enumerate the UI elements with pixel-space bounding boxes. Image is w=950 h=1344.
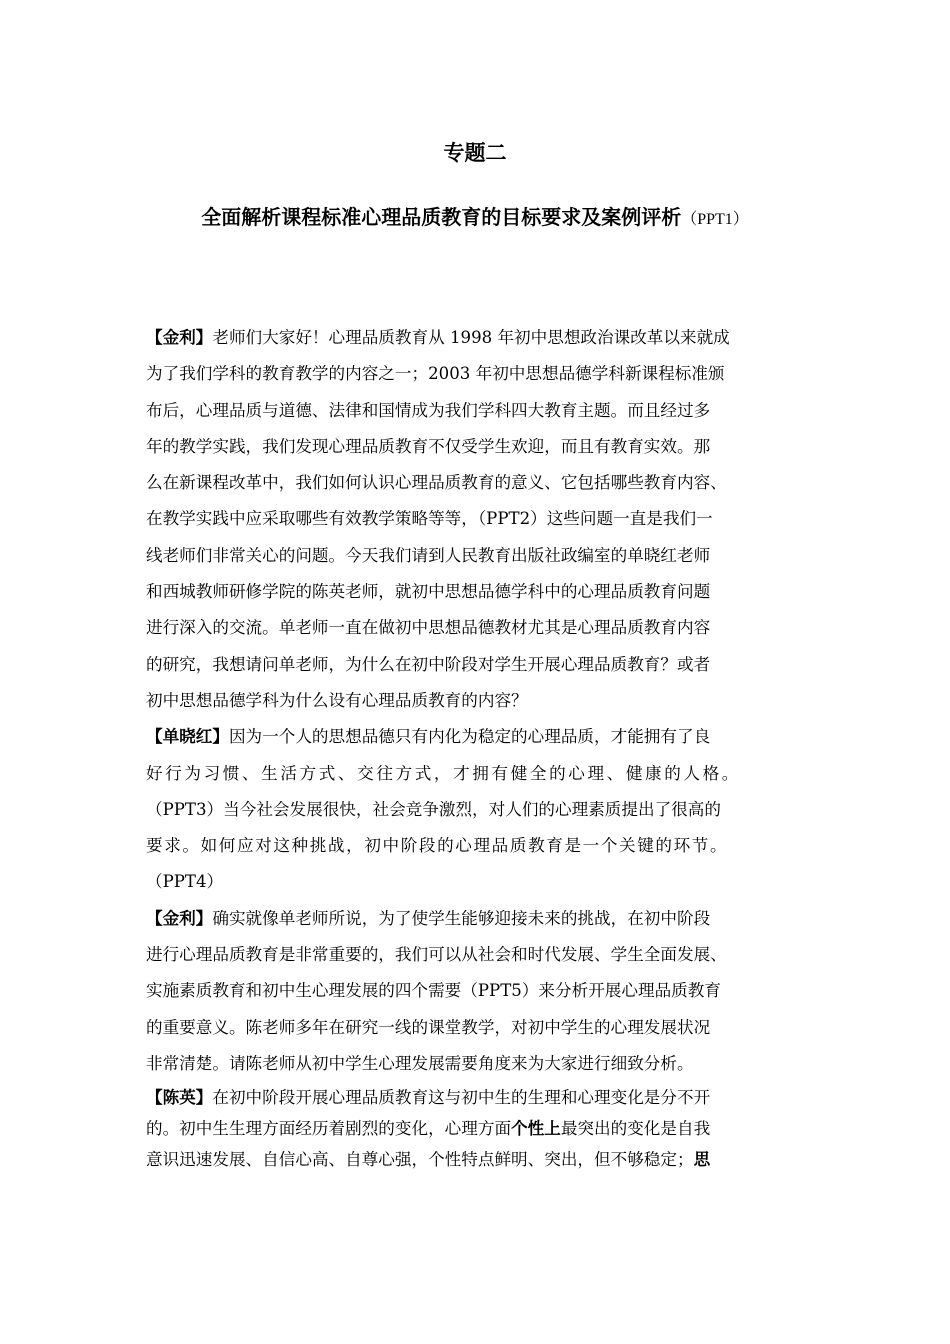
paragraph-line: 初中思想品德学科为什么设有心理品质教育的内容？ (146, 690, 528, 710)
paragraph-line: 【金利】老师们大家好！心理品质教育从 1998 年初中思想政治课改革以来就成 (146, 328, 730, 347)
paragraph-line: 【陈英】在初中阶段开展心理品质教育这与初中生的生理和心理变化是分不开 (146, 1088, 711, 1108)
page-title: 专题二 (443, 141, 507, 165)
paragraph-line: 在教学实践中应采取哪些有效教学策略等等，（PPT2）这些问题一直是我们一 (146, 509, 713, 529)
paragraph-line: 年的教学实践，我们发现心理品质教育不仅受学生欢迎，而且有教育实效。那 (146, 436, 711, 456)
paragraph-line: 进行心理品质教育是非常重要的，我们可以从社会和时代发展、学生全面发展、 (146, 945, 727, 965)
subtitle-ppt-ref: （PPT1） (681, 211, 749, 228)
speaker-label: 【单晓红】 (146, 727, 229, 747)
speaker-label: 【陈英】 (146, 1088, 213, 1108)
speaker-label: 【金利】 (146, 328, 213, 347)
transcript-body (146, 320, 810, 1175)
page-subtitle (0, 201, 950, 230)
emphasis-text: 思 (693, 1150, 711, 1170)
paragraph-line: 线老师们非常关心的问题。今天我们请到人民教育出版社政编室的单晓红老师 (146, 545, 711, 565)
paragraph-line: 么在新课程改革中，我们如何认识心理品质教育的意义、它包括哪些教育内容、 (146, 473, 727, 493)
paragraph-line: 要求。如何应对这种挑战，初中阶段的心理品质教育是一个关键的环节。 (146, 836, 729, 856)
paragraph-line: 实施素质教育和初中生心理发展的四个需要（PPT5）来分析开展心理品质教育 (146, 981, 721, 1001)
emphasis-text: 个性上 (511, 1119, 561, 1139)
paragraph-line: 意识迅速发展、自信心高、自尊心强，个性特点鲜明、突出，但不够稳定；思 (146, 1150, 711, 1170)
paragraph-line: （PPT4） (146, 872, 224, 892)
paragraph-line: 【金利】确实就像单老师所说，为了使学生能够迎接未来的挑战，在初中阶段 (146, 908, 711, 928)
paragraph-line: 的研究，我想请问单老师，为什么在初中阶段对学生开展心理品质教育？或者 (146, 654, 711, 674)
paragraph-line: 为了我们学科的教育教学的内容之一；2003 年初中思想品德学科新课程标准颁 (146, 364, 725, 384)
paragraph-line: 和西城教师研修学院的陈英老师，就初中思想品德学科中的心理品质教育问题 (146, 582, 711, 602)
paragraph-line: 的重要意义。陈老师多年在研究一线的课堂教学，对初中学生的心理发展状况 (146, 1017, 711, 1037)
paragraph-line: （PPT3）当今社会发展很快，社会竞争激烈，对人们的心理素质提出了很高的 (146, 799, 721, 819)
paragraph-line: 【单晓红】因为一个人的思想品德只有内化为稳定的心理品质，才能拥有了良 (146, 727, 711, 747)
speaker-label: 【金利】 (146, 908, 213, 928)
paragraph-line: 布后，心理品质与道德、法律和国情成为我们学科四大教育主题。而且经过多 (146, 400, 711, 420)
paragraph-line: 非常清楚。请陈老师从初中学生心理发展需要角度来为大家进行细致分析。 (146, 1053, 694, 1073)
paragraph-line: 进行深入的交流。单老师一直在做初中思想品德教材尤其是心理品质教育内容 (146, 618, 711, 638)
subtitle-text: 全面解析课程标准心理品质教育的目标要求及案例评析 (201, 205, 682, 229)
paragraph-line: 的。初中生生理方面经历着剧烈的变化，心理方面个性上最突出的变化是自我 (146, 1119, 711, 1139)
paragraph-line: 好行为习惯、生活方式、交往方式，才拥有健全的心理、健康的人格。 (146, 763, 742, 783)
